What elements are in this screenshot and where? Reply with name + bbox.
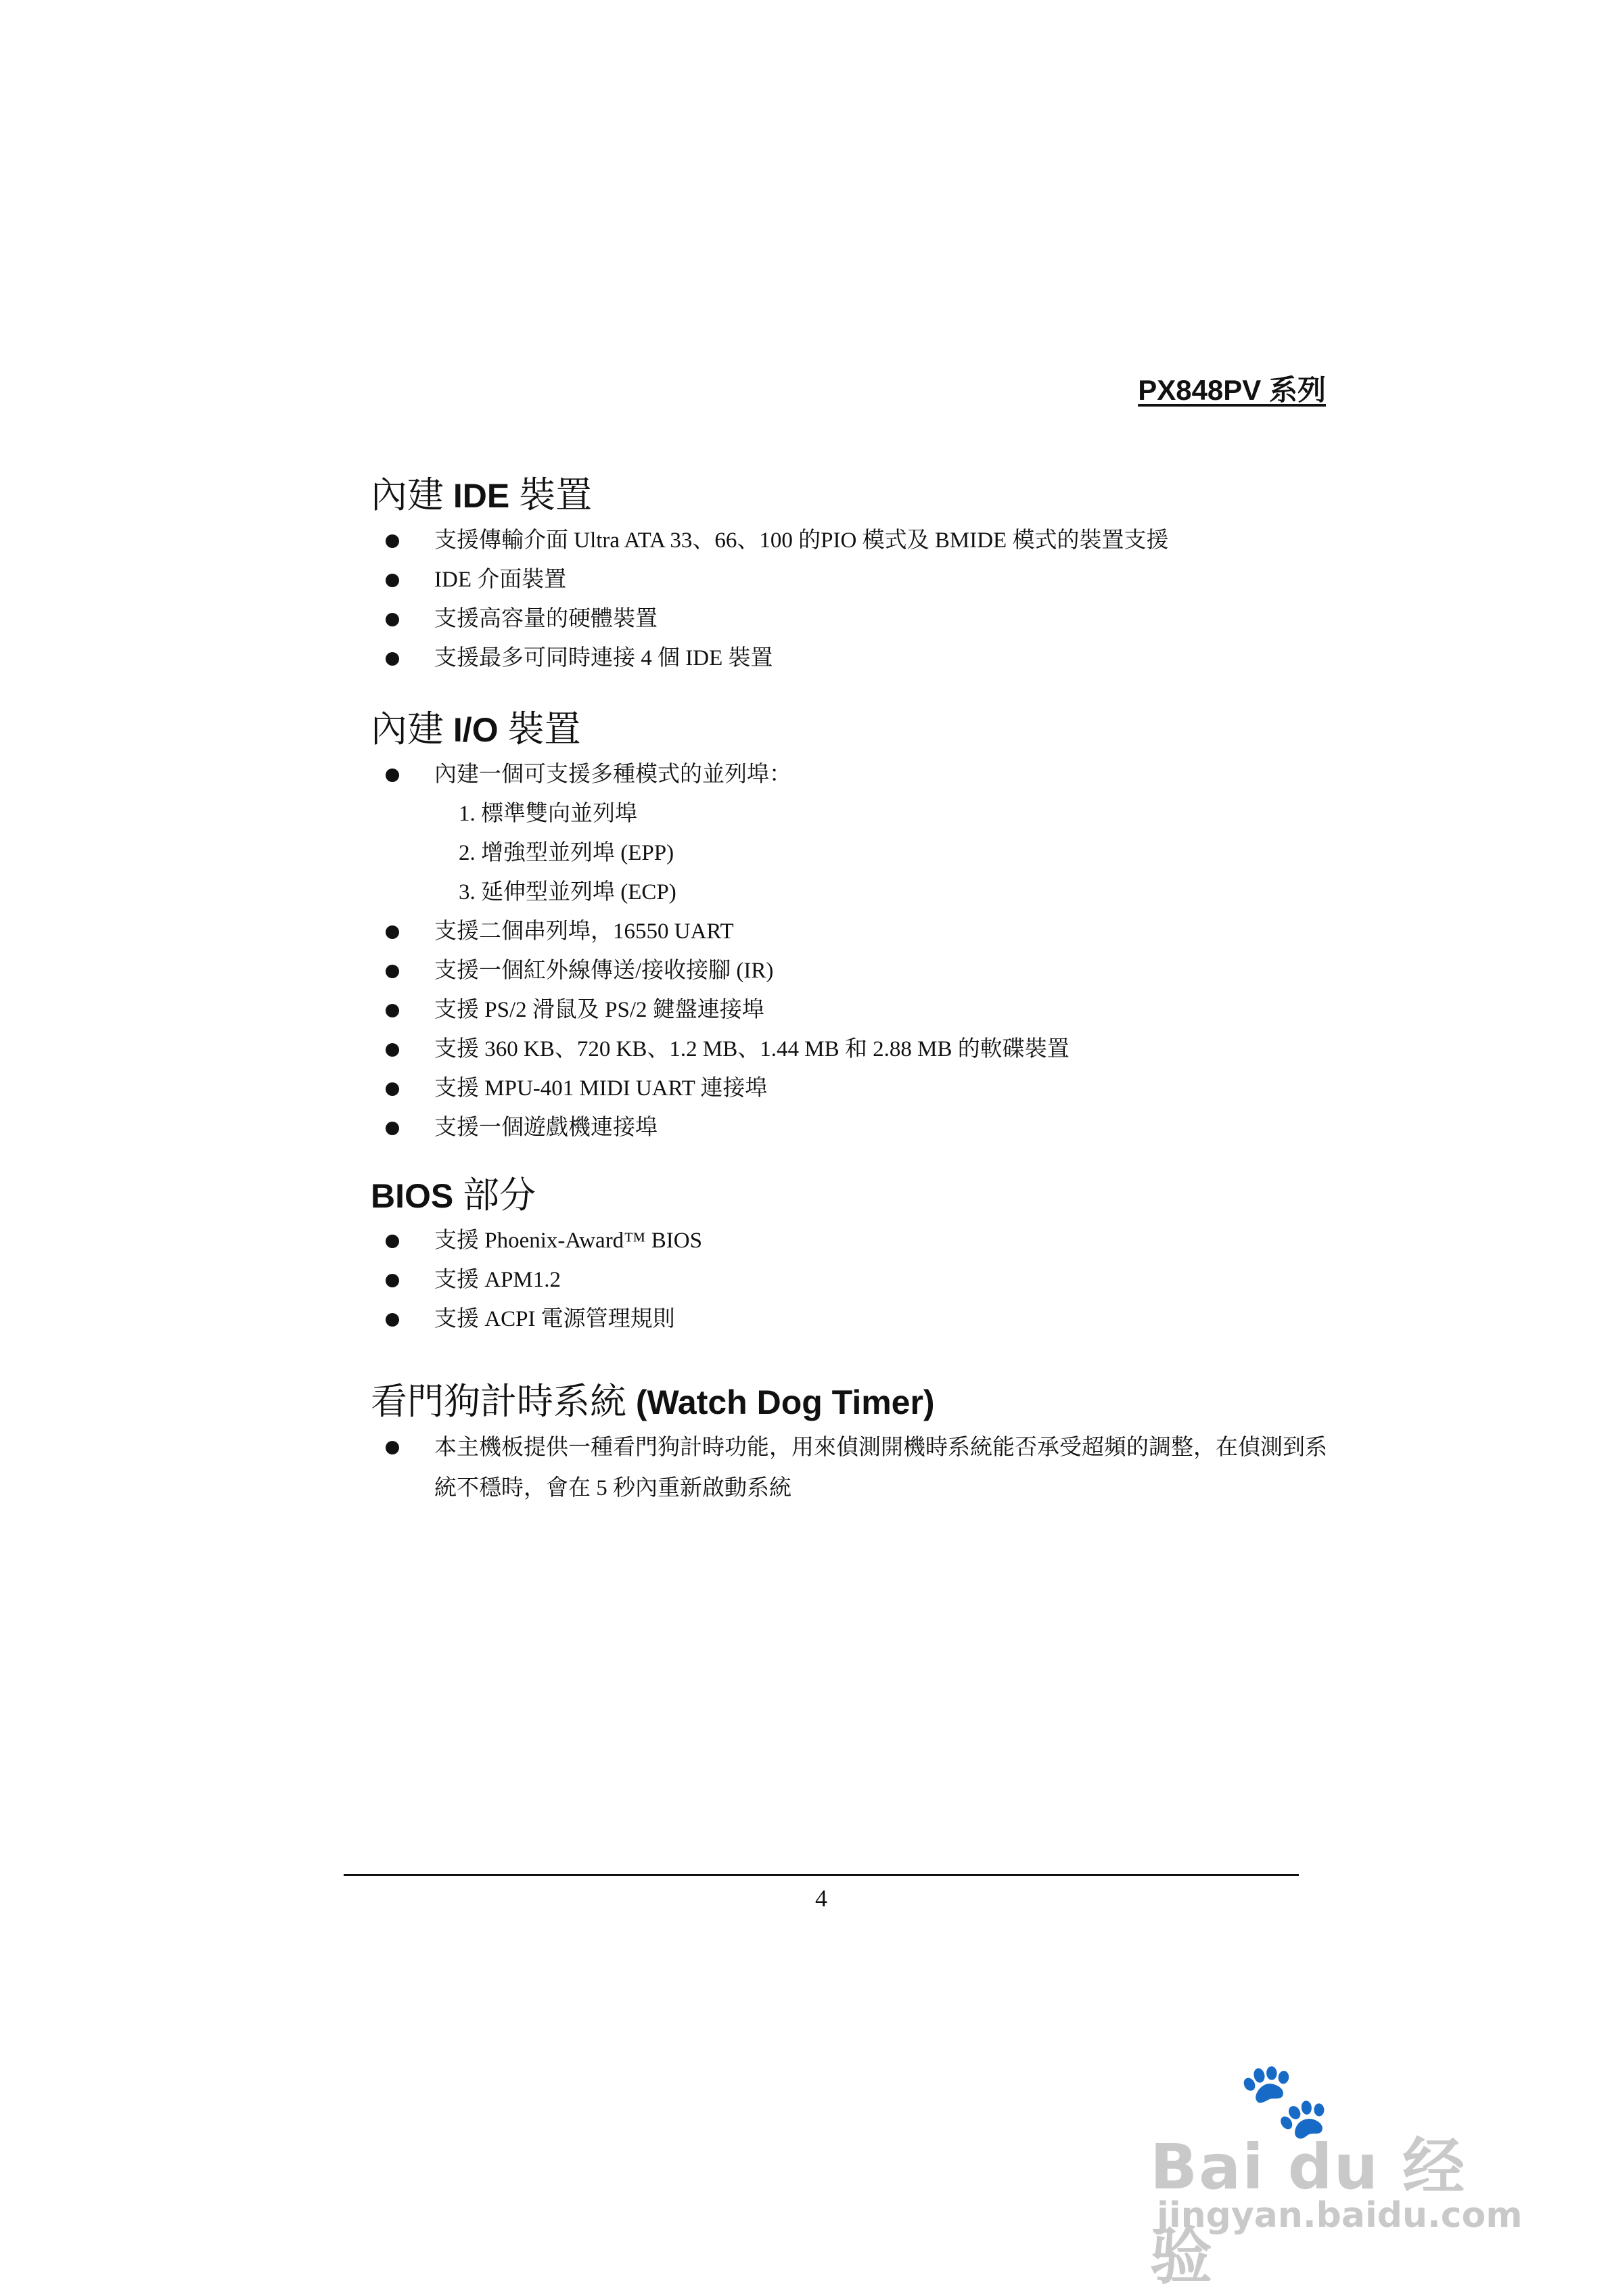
section-heading: BIOS 部分 xyxy=(371,1174,536,1216)
list-item: 支援二個串列埠，16550 UART xyxy=(371,912,1345,951)
list-item: 本主機板提供一種看門狗計時功能，用來偵測開機時系統能否承受超頻的調整，在偵測到系統不穩時，會在 5 秒內重新啟動系統 xyxy=(371,1427,1345,1509)
bullet-list xyxy=(371,1221,1345,1339)
list-item: 支援高容量的硬體裝置 xyxy=(371,599,1345,639)
section-heading: 看門狗計時系統 (Watch Dog Timer) xyxy=(371,1380,935,1423)
paw-logo-icon: 🐾 xyxy=(1238,2057,1331,2143)
list-item: 支援 MPU-401 MIDI UART 連接埠 xyxy=(371,1069,1345,1108)
section-heading: 內建 I/O 裝置 xyxy=(371,708,581,750)
bullet-list xyxy=(371,755,1345,1147)
list-item: 內建一個可支援多種模式的並列埠： xyxy=(371,755,1345,794)
sub-list-item: 2. 增強型並列埠 (EPP) xyxy=(459,841,674,865)
section-heading: 內建 IDE 裝置 xyxy=(371,474,593,516)
list-item: 支援 APM1.2 xyxy=(371,1260,1345,1300)
list-item: 支援一個遊戲機連接埠 xyxy=(371,1108,1345,1147)
section-watchdog xyxy=(371,1380,1345,1509)
page-number: 4 xyxy=(815,1885,827,1912)
bullet-list xyxy=(371,521,1345,678)
list-item: 支援 ACPI 電源管理規則 xyxy=(371,1300,1345,1339)
baidu-watermark xyxy=(1150,2057,1529,2293)
list-item: IDE 介面裝置 xyxy=(371,560,1345,599)
list-item: 支援最多可同時連接 4 個 IDE 裝置 xyxy=(371,639,1345,678)
document-header: PX848PV 系列 xyxy=(1138,374,1326,406)
list-item: 支援一個紅外線傳送/接收接腳 (IR) xyxy=(371,951,1345,990)
watermark-brand: Bai du 经验 xyxy=(1150,2131,1467,2293)
section-bios xyxy=(371,1174,1345,1339)
sub-list-item: 3. 延伸型並列埠 (ECP) xyxy=(459,880,676,904)
bullet-list xyxy=(371,1427,1345,1509)
list-item: 支援 Phoenix-Award™ BIOS xyxy=(371,1221,1345,1260)
watermark-url: jingyan.baidu.com xyxy=(1157,2195,1523,2236)
section-io xyxy=(371,708,1345,1147)
footer-divider xyxy=(344,1874,1299,1876)
section-ide xyxy=(371,474,1345,678)
list-item: 支援 PS/2 滑鼠及 PS/2 鍵盤連接埠 xyxy=(371,990,1345,1030)
sub-list-item: 1. 標準雙向並列埠 xyxy=(459,802,637,826)
list-item: 支援傳輸介面 Ultra ATA 33、66、100 的PIO 模式及 BMIDE 模式的裝置支援 xyxy=(371,521,1345,560)
list-item: 支援 360 KB、720 KB、1.2 MB、1.44 MB 和 2.88 MB 的軟碟裝置 xyxy=(371,1030,1345,1069)
